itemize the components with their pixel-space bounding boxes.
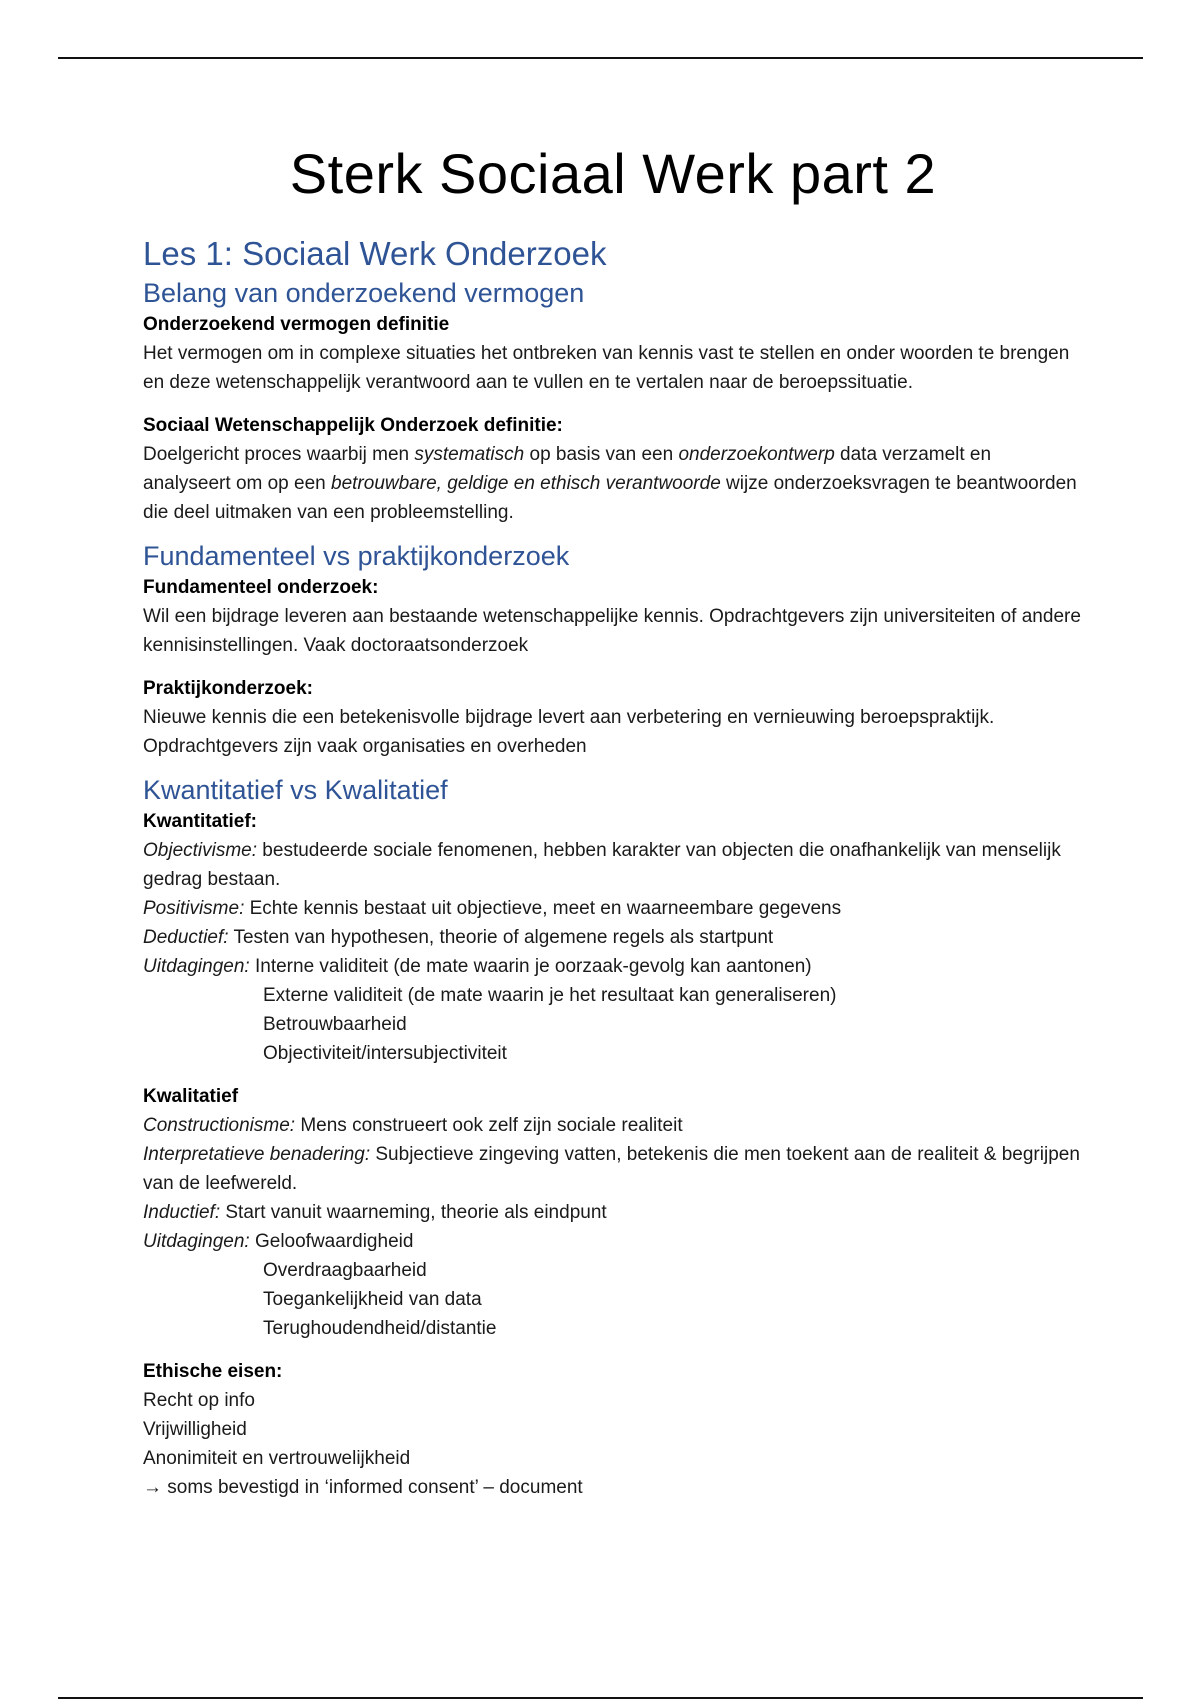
document-body (143, 130, 1083, 1502)
list-item: Anonimiteit en vertrouwelijkheid (143, 1448, 411, 1469)
header-rule (58, 57, 1143, 59)
list-item: Recht op info (143, 1390, 255, 1411)
list-item: Interpretatieve benadering: Subjectieve zingeving vatten, betekenis die men toekent aan de realiteit & begrijpen van de leefwereld. (143, 1144, 1080, 1194)
subheading-fundamenteel: Fundamenteel onderzoek: (143, 577, 379, 598)
definition-label: Onderzoekend vermogen definitie (143, 314, 450, 335)
definition-label: Sociaal Wetenschappelijk Onderzoek definitie: (143, 415, 563, 436)
definition-text: Doelgericht proces waarbij men systematisch op basis van een onderzoekontwerp data verzamelt en analyseert om op een betrouwbare, geldige en ethisch verantwoorde wijze onderzoeksvragen te beantwoorden die deel uitmaken van een probleemstelling. (143, 444, 1077, 523)
list-item: Uitdagingen: Geloofwaardigheid (143, 1231, 414, 1252)
lesson-heading: Les 1: Sociaal Werk Onderzoek (143, 235, 607, 272)
list-item: → soms bevestigd in ‘informed consent’ – document (143, 1477, 583, 1498)
subheading-praktijk: Praktijkonderzoek: (143, 678, 313, 699)
list-item: Toegankelijkheid van data (263, 1289, 482, 1310)
subheading-kwalitatief: Kwalitatief (143, 1086, 239, 1107)
list-item: Externe validiteit (de mate waarin je het resultaat kan generaliseren) (263, 985, 837, 1006)
list-item: Overdraagbaarheid (263, 1260, 427, 1281)
kwalitatief-list (143, 1111, 1083, 1343)
definition-text: Het vermogen om in complexe situaties het ontbreken van kennis vast te stellen en onder woorden te brengen en deze wetenschappelijk verantwoord aan te vullen en te vertalen naar de beroepssituatie. (143, 343, 1070, 393)
section-heading-kwantitatief: Kwantitatief vs Kwalitatief (143, 775, 448, 805)
list-item: Constructionisme: Mens construeert ook zelf zijn sociale realiteit (143, 1115, 683, 1136)
list-item: Betrouwbaarheid (263, 1014, 407, 1035)
subheading-kwantitatief: Kwantitatief: (143, 811, 257, 832)
list-item: Uitdagingen: Interne validiteit (de mate waarin je oorzaak-gevolg kan aantonen) (143, 956, 812, 977)
list-item: Positivisme: Echte kennis bestaat uit objectieve, meet en waarneembare gegevens (143, 898, 842, 919)
list-item: Deductief: Testen van hypothesen, theorie of algemene regels als startpunt (143, 927, 774, 948)
paragraph-fundamenteel: Wil een bijdrage leveren aan bestaande wetenschappelijke kennis. Opdrachtgevers zijn universiteiten of andere kennisinstellingen. Vaak doctoraatsonderzoek (143, 606, 1081, 656)
list-item: Inductief: Start vanuit waarneming, theorie als eindpunt (143, 1202, 607, 1223)
document-title: Sterk Sociaal Werk part 2 (289, 142, 937, 205)
list-item: Terughoudendheid/distantie (263, 1318, 497, 1339)
paragraph-praktijk: Nieuwe kennis die een betekenisvolle bijdrage levert aan verbetering en vernieuwing beroepspraktijk. Opdrachtgevers zijn vaak organisaties en overheden (143, 707, 995, 757)
section-heading-fundamenteel: Fundamenteel vs praktijkonderzoek (143, 541, 570, 571)
subheading-ethische-eisen: Ethische eisen: (143, 1361, 283, 1382)
list-item: Vrijwilligheid (143, 1419, 247, 1440)
section-heading-onderzoekend-vermogen: Belang van onderzoekend vermogen (143, 278, 585, 308)
kwantitatief-list (143, 836, 1083, 1068)
footer-rule (58, 1697, 1143, 1699)
list-item: Objectivisme: bestudeerde sociale fenomenen, hebben karakter van objecten die onafhankelijk van menselijk gedrag bestaan. (143, 840, 1061, 890)
list-item: Objectiviteit/intersubjectiviteit (263, 1043, 507, 1064)
ethics-list (143, 1386, 1083, 1502)
